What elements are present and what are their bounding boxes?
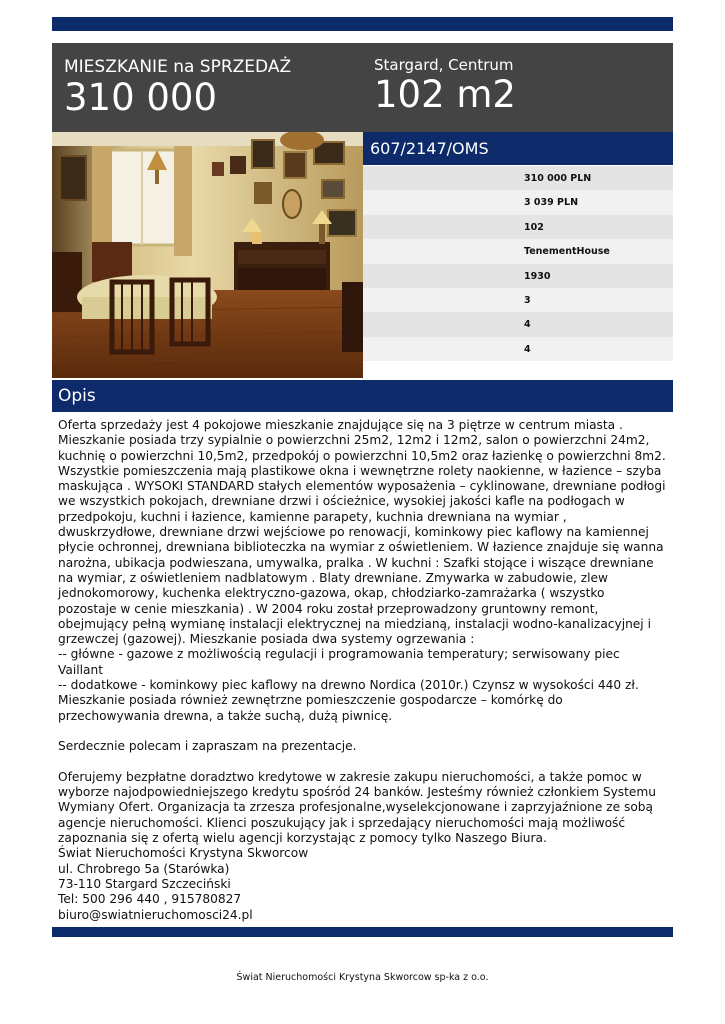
detail-row (363, 166, 673, 190)
bottom-accent-bar (52, 927, 673, 937)
footer-company: Świat Nieruchomości Krystyna Skworcow sp-ka z o.o. (236, 972, 489, 983)
details-table (363, 166, 673, 361)
listing-price: 310 000 (64, 76, 218, 119)
description-section-bar (52, 380, 673, 412)
detail-value: 310 000 PLN (524, 173, 592, 184)
listing-area: 102 m2 (374, 73, 516, 116)
listing-location: Stargard, Centrum (374, 56, 514, 74)
detail-value: 1930 (524, 270, 551, 282)
detail-value: 4 (524, 319, 531, 331)
detail-row (363, 337, 673, 361)
detail-value: TenementHouse (524, 246, 610, 258)
detail-value: 3 (524, 294, 531, 306)
reference-number: 607/2147/OMS (370, 139, 489, 158)
property-photo (52, 132, 363, 378)
detail-row (363, 312, 673, 336)
listing-header (52, 43, 673, 132)
detail-row (363, 190, 673, 214)
section-title: Opis (58, 386, 96, 406)
detail-row (363, 288, 673, 312)
detail-row (363, 215, 673, 239)
detail-row (363, 239, 673, 263)
detail-row (363, 264, 673, 288)
top-accent-bar (52, 17, 673, 31)
detail-value: 102 (524, 221, 544, 233)
detail-value: 4 (524, 343, 531, 355)
detail-value: 3 039 PLN (524, 197, 579, 209)
listing-type: MIESZKANIE na SPRZEDAŻ (64, 57, 292, 77)
description-text: Oferta sprzedaży jest 4 pokojowe mieszkanie znajdujące się na 3 piętrze w centrum miasta . Mieszkanie posiada trzy sypialnie o powierzchni 25m2, 12m2 i 12m2, salon o powierzchni 24m2, kuchnię o powierzchni 10,5m2, przedpokój o powierzchni 10,5m2 oraz łazienkę o powierzchni 8m2. Wszystkie pomieszczenia mają plastikowe okna i wewnętrzne rolety naokienne, w łazience – szyba maskująca . WYSOKI STANDARD stałych elementów wyposażenia – cyklinowane, drewniane podłogi we wszystkich pokojach, drewniane drzwi i ościeżnice, wysokiej jakości kafle na podłogach w przedpokoju, kuchni i łazience, kamienne parapety, kuchnia drewniana na wymiar , dwuskrzydłowe, drewniane drzwi wejściowe po renowacji, kominkowy piec kaflowy na kamiennej płycie ochronnej, drewniana biblioteczka na wymiar z oświetleniem. W łazience znajduje się wanna narożna, ubikacja podwieszana, umywalka, pralka . W kuchni : Szafki stojące i wiszące drewniane na wymiar, z oświetleniem nadblatowym . Blaty drewniane. Zmywarka w zabudowie, zlew jednokomorowy, kuchenka elektryczno-gazowa, okap, chłodziarko-zamrażarka ( wszystko pozostaje w cenie mieszkania) . W 2004 roku został przeprowadzony gruntowny remont, obejmujący pełną wymianę instalacji elektrycznej na miedzianą, instalacji wodno-kanalizacyjnej i grzewczej (gazowej). Mieszkanie posiada dwa systemy ogrzewania : -- główne - gazowe z możliwością regulacji i programowania temperatury; serwisowany piec Vaillant -- dodatkowe - kominkowy piec kaflowy na drewno Nordica (2010r.) Czynsz w wysokości 440 zł. Mieszkanie posiada również zewnętrzne pomieszczenie gospodarcze – komórkę do przechowywania drewna, a także suchą, dużą piwnicę. Serdecznie polecam i zapraszam na prezentacje. Oferujemy bezpłatne doradztwo kredytowe w zakresie zakupu nieruchomości, a także pomoc w wyborze najodpowiedniejszego kredytu spośród 24 banków. Jesteśmy również członkiem Systemu Wymiany Ofert. Organizacja ta zrzesza profesjonalne,wyselekcjonowane i zaprzyjaźnione ze sobą agencje nieruchomości. Klienci poszukujący jak i sprzedający nieruchomości mają możliwość zapoznania się z ofertą wielu agencji korzystając z pomocy tylko Naszego Biura. Świat Nieruchomości Krystyna Skworcow ul. Chrobrego 5a (Starówka) 73-110 Stargard Szczeciński Tel: 500 296 440 , 915780827 biuro@swiatnieruchomosci24.pl (58, 418, 666, 922)
reference-bar (363, 132, 673, 165)
